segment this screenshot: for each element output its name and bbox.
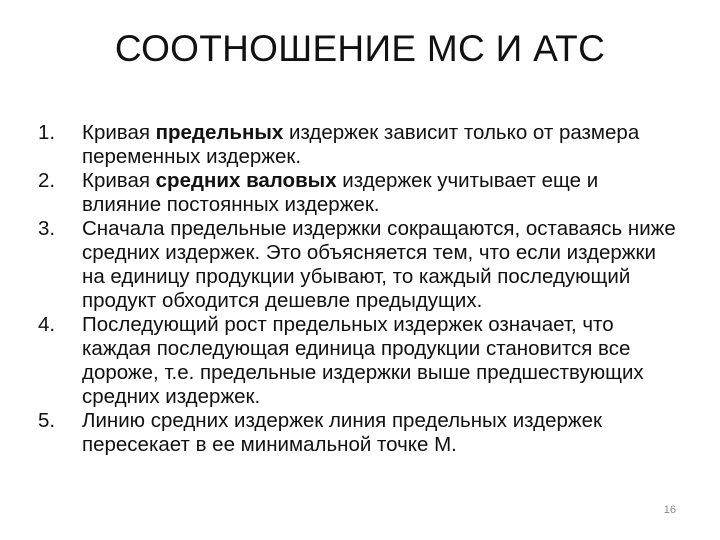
list-item-text	[82, 121, 639, 168]
list-item-number: 4.	[38, 313, 56, 336]
list-item-text-end: издержек зависит только от размера переменных издержек.	[82, 121, 640, 168]
list-item-number: 3.	[38, 217, 56, 240]
list-item	[38, 313, 678, 409]
list-item-text-end: издержек учитывает еще и влияние постоянных издержек.	[82, 169, 599, 216]
list-item-emphasis: средних валовых	[155, 169, 337, 192]
list-item-text: Последующий рост предельных издержек означает, что каждая последующая единица продукции становится все дороже, т.е. предельные издержки выше предшествующих средних издержек.	[82, 313, 644, 408]
list-item	[38, 217, 678, 313]
page-number: 16	[663, 504, 676, 516]
list-item-text-start: Кривая	[82, 169, 156, 192]
list-item	[38, 169, 678, 217]
list-item-text	[82, 169, 598, 216]
list-item-emphasis: предельных	[155, 121, 284, 144]
list-item-text: Сначала предельные издержки сокращаются, оставаясь ниже средних издержек. Это объясняется тем, что если издержки на единицу продукции убывают, то каждый последующий продукт обходится дешевле предыдущих.	[82, 217, 676, 312]
list-item-number: 2.	[38, 169, 56, 192]
list-item-number: 1.	[38, 121, 56, 144]
list-item-text: Линию средних издержек линия предельных издержек пересекает в ее минимальной точке М.	[82, 409, 602, 456]
list-item	[38, 409, 678, 457]
list-item-number: 5.	[38, 409, 56, 432]
slide-title: СООТНОШЕНИЕ МС И АТС	[114, 28, 606, 69]
numbered-list	[38, 121, 678, 457]
list-item	[38, 121, 678, 169]
list-item-text-start: Кривая	[82, 121, 156, 144]
